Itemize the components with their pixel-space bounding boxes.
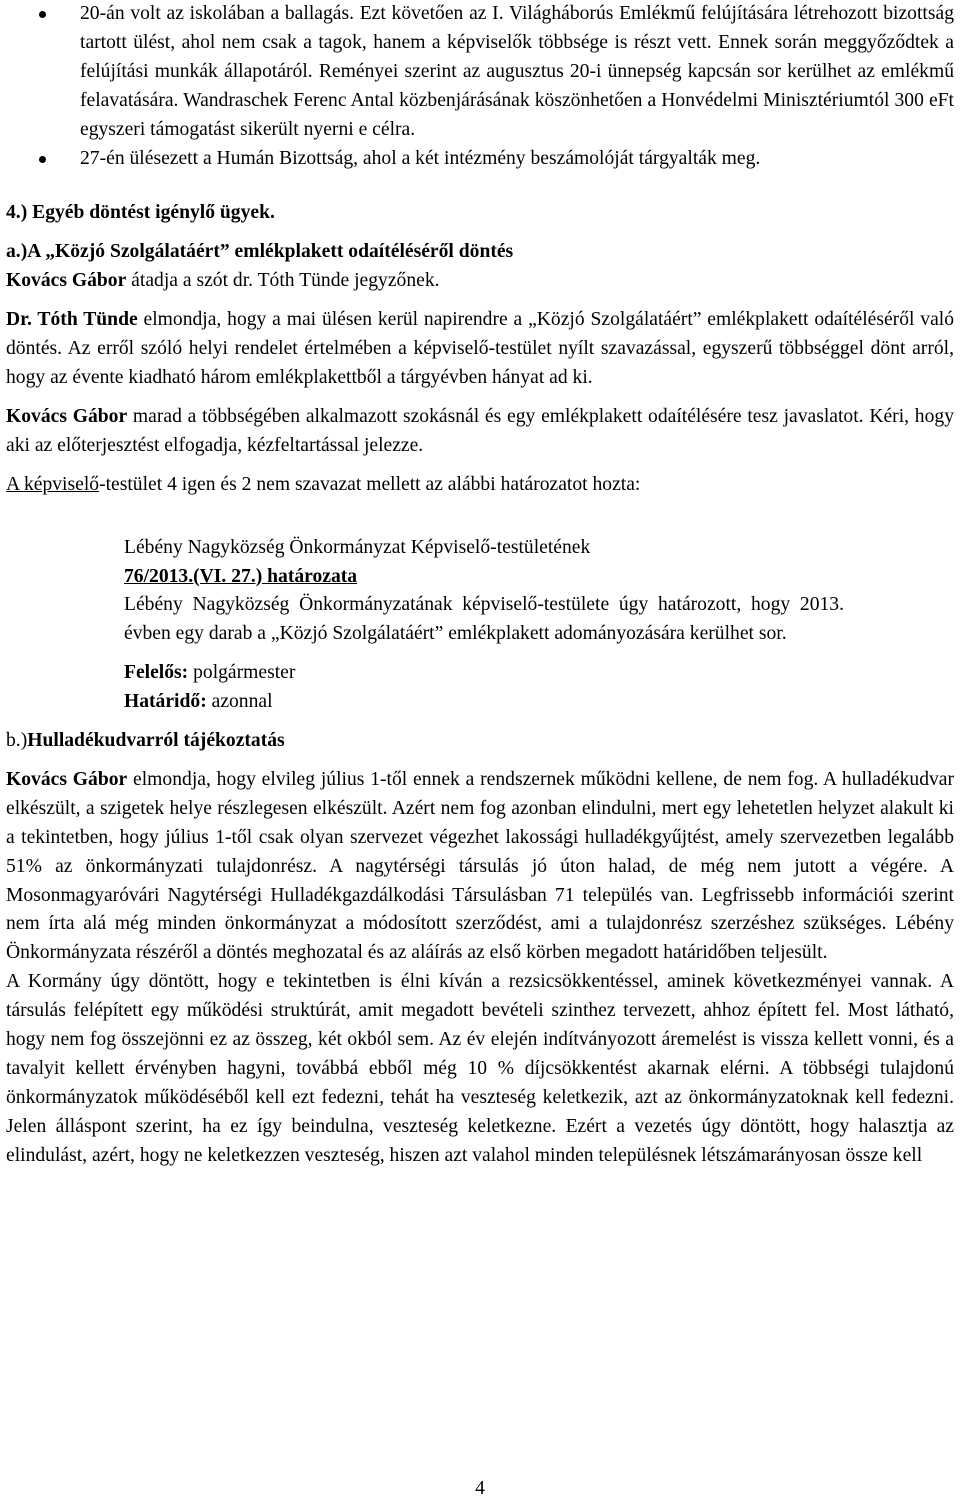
resolution-deadline	[124, 688, 844, 717]
vote-text: -testület 4 igen és 2 nem szavazat mellett az alábbi határozatot hozta:	[99, 473, 641, 495]
list-item-text: 20-án volt az iskolában a ballagás. Ezt követően az I. Világháborús Emlékmű felújítására létrehozott bizottság tartott ülést, ahol nem csak a tagok, hanem a képviselők többsége is részt vett. Ennek során meggyőződtek a felújítási munkák állapotáról. Reményei szerint az augusztus 20-i ünnepség kapcsán sor kerülhet az emlékmű felavatására. Wandraschek Ferenc Antal közbenjárásának köszönhetően a Honvédelmi Minisztériumtól 300 eFt egyszeri támogatást sikerült nyerni e célra.	[80, 3, 954, 140]
resolution-header: Lébény Nagyközség Önkormányzat Képviselő-testületének	[124, 536, 591, 558]
item-b-prefix: b.)	[6, 730, 28, 752]
resolution-number: 76/2013.(VI. 27.) határozata	[124, 565, 358, 587]
paragraph-text: marad a többségében alkalmazott szokásnál és egy emlékplakett odaítélésére tesz javaslatot. Kéri, hogy aki az előterjesztést elfogadja, kézfeltartással jelezze.	[6, 405, 954, 456]
speaker-name: Dr. Tóth Tünde	[6, 309, 138, 331]
item-a-paragraph-2	[6, 403, 954, 461]
responsible-value: polgármester	[188, 662, 296, 684]
item-b-heading	[6, 727, 954, 756]
page-number: 4	[475, 1478, 485, 1499]
speaker-name: Kovács Gábor	[6, 270, 127, 292]
vote-result	[6, 471, 954, 500]
item-a-paragraph-1	[6, 306, 954, 393]
list-item	[6, 0, 954, 145]
bullet-icon	[39, 11, 46, 18]
deadline-value: azonnal	[206, 691, 273, 713]
vote-subject: A képviselő	[6, 473, 100, 495]
paragraph-text: elmondja, hogy a mai ülésen kerül napirendre a „Közjó Szolgálatáért” emlékplakett odaítéléséről való döntés. Az erről szóló helyi rendelet értelmében a képviselő-testület nyílt szavazással, egyszerű többséggel dönt arról, hogy az évente kiadható három emlékplakettből a tárgyévben hányat ad ki.	[6, 309, 955, 388]
list-item-text: 27-én ülésezett a Humán Bizottság, ahol a két intézmény beszámolóját tárgyalták meg.	[80, 147, 761, 169]
intro-text: átadja a szót dr. Tóth Tünde jegyzőnek.	[126, 270, 440, 292]
resolution-responsible	[124, 659, 844, 688]
section-heading: 4.) Egyéb döntést igénylő ügyek.	[6, 202, 275, 224]
item-a-title: A „Közjó Szolgálatáért” emlékplakett odaítéléséről döntés	[27, 241, 514, 263]
item-a-prefix: a.)	[6, 241, 28, 263]
item-a-intro	[6, 267, 954, 296]
item-a-heading	[6, 238, 954, 267]
resolution-block	[124, 534, 844, 717]
paragraph-text: elmondja, hogy elvileg július 1-től ennek a rendszernek működni kellene, de nem fog. A hulladékudvar elkészült, a szigetek helye részlegesen elkészült. Azért nem fog azonban elindulni, mert egy lehetetlen helyzet alakult ki a tekintetben, hogy július 1-től csak olyan szervezet végezhet lakossági hulladékgyűjtést, amely szervezetben legalább 51% az önkormányzati tulajdonrész. A nagytérségi társulás jó úton halad, de még nem jutott a végére. A Mosonmagyaróvári Nagytérségi Hulladékgazdálkodási Társulásban 71 település van. Legfrissebb információi szerint nem írta alá még minden önkormányzat a módosított szerződést, ami a tulajdonrész szerzéshez szükséges. Lébény Önkormányzata részéről a döntés meghozatal és az aláírás az első körben megadott határidőben teljesült.	[6, 768, 955, 964]
speaker-name: Kovács Gábor	[6, 405, 128, 427]
list-item	[6, 145, 954, 174]
document-page	[6, 0, 954, 1171]
bullet-icon	[39, 156, 46, 163]
item-b-paragraph-1	[6, 766, 954, 968]
speaker-name: Kovács Gábor	[6, 768, 128, 790]
item-b-paragraph-2: A Kormány úgy döntött, hogy e tekintetben is élni kíván a rezsicsökkentéssel, aminek következményei vannak. A társulás felépített egy működési struktúrát, amit megadott bevételi szinthez tervezett, ahhoz épített fel. Most látható, hogy nem fog összejönni ez az összeg, két okból sem. Az év elején indítványozott áremelést is vissza kellett vonni, és a tavalyit kellett érvényben hagyni, továbbá ebből még 10 % díjcsökkentést akarnak elérni. A többségi tulajdonú önkormányzatok működéséből kell ezt fedezni, tehát ha veszteség keletkezik, azt az önkormányzatoknak kell fedezni. Jelen álláspont szerint, ha ez így beindulna, veszteség keletkezne. Ezért a vezetés úgy döntött, hogy halasztja az elindulást, azért, hogy ne keletkezzen veszteség, hiszen azt valahol minden településnek létszámarányosan össze kell	[6, 971, 954, 1166]
bullet-list	[6, 0, 954, 173]
responsible-label: Felelős:	[124, 662, 189, 684]
deadline-label: Határidő:	[124, 691, 207, 713]
resolution-body: Lébény Nagyközség Önkormányzatának képviselő-testülete úgy határozott, hogy 2013. évben egy darab a „Közjó Szolgálatáért” emlékplakett adományozására kerülhet sor.	[124, 594, 844, 645]
item-b-title: Hulladékudvarról tájékoztatás	[27, 730, 285, 752]
